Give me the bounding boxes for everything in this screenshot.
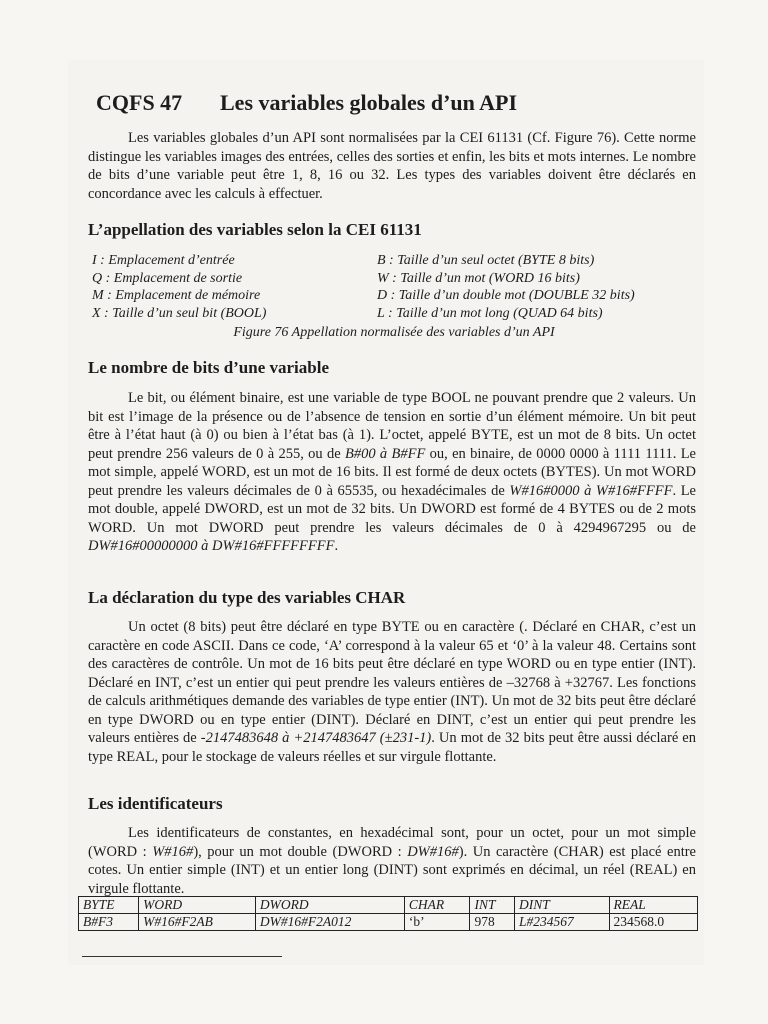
table-header-cell: CHAR <box>404 897 470 914</box>
table-header-cell: WORD <box>139 897 256 914</box>
table-cell: DW#16#F2A012 <box>255 914 404 931</box>
table-cell: B#F3 <box>79 914 139 931</box>
table-header-cell: INT <box>470 897 515 914</box>
prefix-item: L : Taille d’un mot long (QUAD 64 bits) <box>377 305 603 321</box>
prefix-right-column <box>377 252 635 322</box>
heading-identificateurs: Les identificateurs <box>88 794 223 813</box>
prefix-item: W : Taille d’un mot (WORD 16 bits) <box>377 270 580 286</box>
heading-char: La déclaration du type des variables CHAR <box>88 588 406 607</box>
table-header-cell: REAL <box>609 897 697 914</box>
prefix-left-column <box>92 252 266 322</box>
prefix-item: D : Taille d’un double mot (DOUBLE 32 bits) <box>377 288 635 303</box>
prefix-item: M : Emplacement de mémoire <box>92 288 261 303</box>
identifiers-table <box>78 896 698 931</box>
title-text: Les variables globales d’un API <box>220 90 518 115</box>
section-number: CQFS 47 <box>96 90 183 115</box>
prefix-item: I : Emplacement d’entrée <box>92 253 235 268</box>
prefix-item: B : Taille d’un seul octet (BYTE 8 bits) <box>377 253 595 268</box>
table-cell: ‘b’ <box>404 914 470 931</box>
figure-caption: Figure 76 Appellation normalisée des variables d’un API <box>233 325 555 340</box>
prefix-item: X : Taille d’un seul bit (BOOL) <box>92 305 267 321</box>
table-header-cell: DWORD <box>255 897 404 914</box>
prefix-item: Q : Emplacement de sortie <box>92 270 243 286</box>
table-cell: W#16#F2AB <box>139 914 256 931</box>
identifiers-paragraph: Les identificateurs de constantes, en hexadécimal sont, pour un octet, pour un mot simple (WORD : W#16#), pour un mot double (DWORD : DW#16#). Un caractère (CHAR) est placé entre cotes. Un entier simple (INT) et un entier long (DINT) sont exprimés en décimal, un réel (REAL) en virgule flottante. <box>88 825 696 897</box>
page-title <box>96 90 696 116</box>
heading-bits: Le nombre de bits d’une variable <box>88 358 330 377</box>
table-cell: 978 <box>470 914 515 931</box>
char-paragraph: Un octet (8 bits) peut être déclaré en type BYTE ou en caractère (. Déclaré en CHAR, c’est un caractère en code ASCII. Dans ce code, ‘A’ correspond à la valeur 65 et ‘0’ à la valeur 48. Certains sont des caractères de contrôle. Un mot de 16 bits peut être déclaré en type WORD ou en type entier (INT). Déclaré en INT, c’est un entier qui peut prendre les valeurs entières de –32768 à +32767. Les fonctions de calculs arithmétiques demande des variables de type entier (INT). Un mot de 32 bits peut être déclaré en type DWORD ou en type entier (DINT). Déclaré en DINT, c’est un entier qui peut prendre les valeurs entières de -2147483648 à +2147483647 (±231-1). Un mot de 32 bits peut être aussi déclaré en type REAL, pour le stockage de valeurs réelles et sur virgule flottante. <box>88 619 696 765</box>
footnote-divider <box>82 956 282 957</box>
table-cell: 234568.0 <box>609 914 697 931</box>
bits-paragraph: Le bit, ou élément binaire, est une variable de type BOOL ne pouvant prendre que 2 valeurs. Un bit est l’image de la présence ou de l’absence de tension en sortie d’un élément mémoire. Un bit peut être à l’état haut (à 0) ou bien à l’état bas (à 1). L’octet, appelé BYTE, est un mot de 8 bits. Un octet peut prendre 256 valeurs de 0 à 255, ou de B#00 à B#FF ou, en binaire, de 0000 0000 à 1111 1111. Le mot simple, appelé WORD, est un mot de 16 bits. Il est formé de deux octets (BYTES). Un mot WORD peut prendre les valeurs décimales de 0 à 65535, ou hexadécimales de W#16#0000 à W#16#FFFF. Le mot double, appelé DWORD, est un mot de 32 bits. Un DWORD est formé de 4 BYTES ou de 2 mots WORD. Un mot DWORD peut prendre les valeurs décimales de 0 à 4294967295 ou de DW#16#00000000 à DW#16#FFFFFFFF. <box>88 390 696 554</box>
heading-appellation: L’appellation des variables selon la CEI 61131 <box>88 220 422 239</box>
table-cell: L#234567 <box>514 914 609 931</box>
table-header-cell: DINT <box>514 897 609 914</box>
table-row <box>79 914 698 931</box>
intro-paragraph: Les variables globales d’un API sont normalisées par la CEI 61131 (Cf. Figure 76). Cette norme distingue les variables images des entrées, celles des sorties et enfin, les bits et mots internes. Le nombre de bits d’une variable peut être 1, 8, 16 ou 32. Les types des variables doivent être déclarés en concordance avec les calculs à effectuer. <box>88 130 696 202</box>
table-header-row <box>79 897 698 914</box>
table-header-cell: BYTE <box>79 897 139 914</box>
